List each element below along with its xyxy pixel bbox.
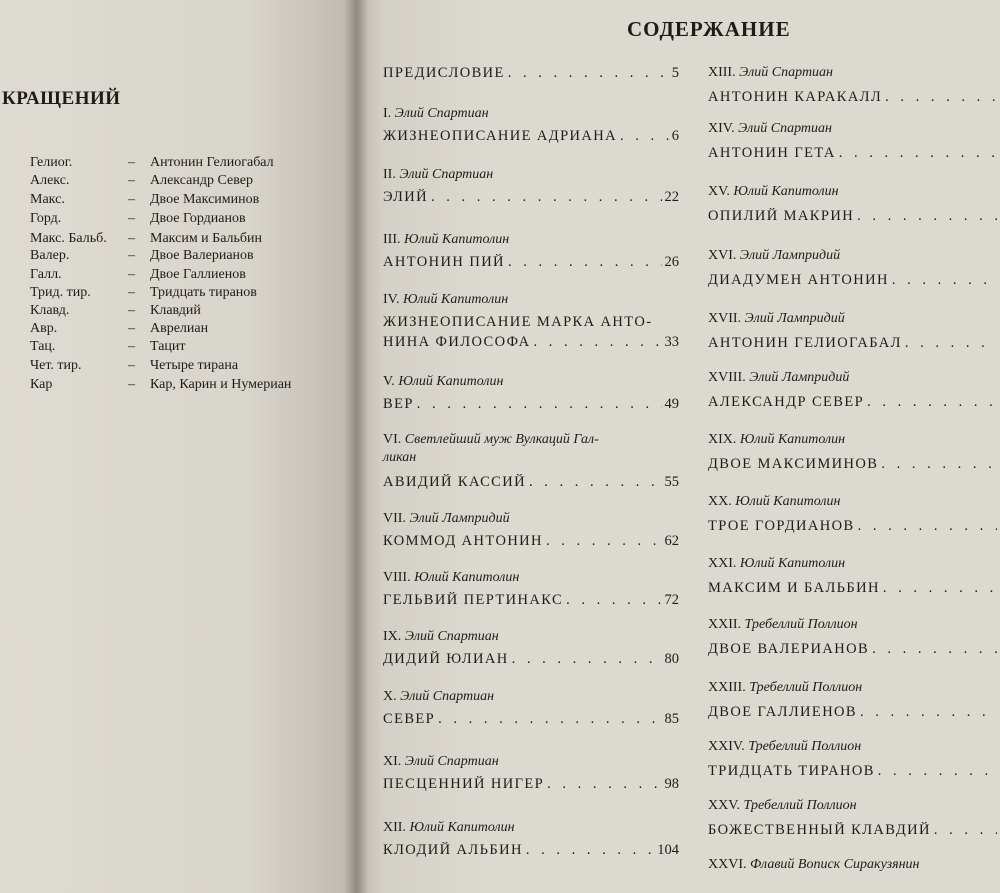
toc-author <box>708 739 861 755</box>
toc-leader <box>934 822 997 839</box>
toc-entry-title: ТРИДЦАТЬ ТИРАНОВ <box>708 763 875 779</box>
toc-leader <box>529 474 662 491</box>
toc-page-number: 80 <box>664 651 679 667</box>
abbreviation-row <box>0 231 340 249</box>
toc-leader <box>620 128 669 145</box>
toc-page-number: 98 <box>664 776 679 792</box>
toc-roman-numeral: XXIII. <box>708 680 746 695</box>
toc-author-name: Элий Спартиан <box>400 689 495 704</box>
toc-author <box>383 570 519 586</box>
abbreviation-dash: – <box>128 321 135 336</box>
abbreviation-expansion: Двое Максиминов <box>150 192 260 207</box>
toc-author-name: Юлий Капитолин <box>733 184 839 199</box>
toc-leader <box>892 272 997 289</box>
toc-roman-numeral: X. <box>383 689 397 704</box>
toc-entry <box>708 704 1000 721</box>
abbreviation-expansion: Тридцать тиранов <box>150 285 257 300</box>
abbreviation: Гелиог. <box>30 155 73 170</box>
toc-leader <box>546 533 662 550</box>
toc-author <box>383 292 508 308</box>
toc-entry <box>383 128 679 145</box>
toc-roman-numeral: XXV. <box>708 798 741 813</box>
book-gutter <box>344 0 368 893</box>
toc-entry-title-line: ЖИЗНЕОПИСАНИЕ МАРКА АНТО- <box>383 314 653 330</box>
toc-author-name: Юлий Капитолин <box>398 374 504 389</box>
toc-entry-title: ОПИЛИЙ МАКРИН <box>708 208 855 224</box>
abbreviation-dash: – <box>128 303 135 318</box>
toc-author-name: Светлейший муж Вулкаций Гал- <box>404 432 599 447</box>
abbreviation-row <box>0 339 340 357</box>
toc-entry <box>708 580 1000 597</box>
toc-entry <box>383 651 679 668</box>
abbreviation-row <box>0 267 340 285</box>
toc-author <box>708 370 849 386</box>
abbreviation-expansion: Кар, Карин и Нумериан <box>150 377 292 392</box>
toc-entry-title: ДВОЕ ВАЛЕРИАНОВ <box>708 641 870 657</box>
toc-author-name: Требеллий Поллион <box>744 617 858 632</box>
abbreviation-dash: – <box>128 248 135 263</box>
toc-entry <box>708 456 1000 473</box>
abbreviation: Трид. тир. <box>30 285 91 300</box>
toc-entry-title: АНТОНИН КАРАКАЛЛ <box>708 89 883 105</box>
toc-author <box>383 754 499 770</box>
toc-leader <box>508 254 662 271</box>
abbreviation-expansion: Двое Гордианов <box>150 211 246 226</box>
toc-author <box>708 184 839 200</box>
toc-author-name: Флавий Вописк Сиракузянин <box>750 857 920 872</box>
toc-leader <box>905 335 997 352</box>
contents-title: СОДЕРЖАНИЕ <box>627 17 791 41</box>
toc-author <box>383 820 515 836</box>
toc-roman-numeral: II. <box>383 167 396 182</box>
toc-entry-title: ПРЕДИСЛОВИЕ <box>383 65 505 81</box>
toc-author-name: Требеллий Поллион <box>748 739 862 754</box>
abbreviation-dash: – <box>128 358 135 373</box>
toc-page-number: 5 <box>671 65 679 81</box>
toc-roman-numeral: V. <box>383 374 395 389</box>
toc-author <box>383 106 489 122</box>
toc-author-name: Элий Спартиан <box>404 629 499 644</box>
abbreviations-title: КРАЩЕНИЙ <box>2 88 121 109</box>
left-page <box>0 0 356 893</box>
toc-author <box>708 494 840 510</box>
toc-entry <box>383 254 679 271</box>
toc-author-name: Юлий Капитолин <box>402 292 509 307</box>
toc-entry <box>383 396 679 413</box>
toc-author <box>708 617 858 633</box>
toc-author-name: Юлий Капитолин <box>404 232 510 247</box>
toc-author-name: Юлий Капитолин <box>414 570 520 585</box>
toc-entry <box>383 592 679 609</box>
abbreviation: Клавд. <box>30 303 70 318</box>
toc-entry-title: ДВОЕ ГАЛЛИЕНОВ <box>708 704 858 720</box>
toc-page-number: 6 <box>671 128 679 144</box>
toc-leader <box>526 842 654 859</box>
toc-page-number: 26 <box>664 254 679 270</box>
abbreviation: Алекс. <box>30 173 70 188</box>
abbreviation: Тац. <box>30 339 56 354</box>
toc-page-number: 49 <box>664 396 679 412</box>
toc-entry <box>708 335 1000 352</box>
abbreviation-row <box>0 303 340 321</box>
abbreviation-dash: – <box>128 173 135 188</box>
abbreviation-row <box>0 358 340 376</box>
toc-leader <box>512 651 662 668</box>
toc-entry <box>708 518 1000 535</box>
toc-roman-numeral: IV. <box>383 292 400 307</box>
toc-leader <box>547 776 661 793</box>
toc-author <box>708 248 840 264</box>
abbreviation-expansion: Александр Север <box>150 173 253 188</box>
toc-leader <box>839 145 997 162</box>
toc-entry <box>383 842 679 859</box>
toc-author-name: Юлий Капитолин <box>409 820 515 835</box>
abbreviation-row <box>0 321 340 339</box>
toc-page-number: 104 <box>657 842 679 858</box>
abbreviation-expansion: Клавдий <box>150 303 201 318</box>
toc-leader <box>885 89 997 106</box>
toc-entry-title: АЛЕКСАНДР СЕВЕР <box>708 394 865 410</box>
abbreviation: Авр. <box>30 321 58 336</box>
toc-author <box>708 857 920 873</box>
abbreviation: Валер. <box>30 248 70 263</box>
toc-entry <box>383 334 679 351</box>
abbreviation: Галл. <box>30 267 62 282</box>
toc-roman-numeral: XIII. <box>708 65 736 80</box>
toc-author <box>708 121 832 137</box>
toc-entry <box>708 641 1000 658</box>
toc-roman-numeral: XIX. <box>708 432 737 447</box>
toc-leader <box>533 334 661 351</box>
toc-author-name: Элий Лампридий <box>409 511 510 526</box>
abbreviation-row <box>0 377 340 395</box>
toc-entry <box>708 272 1000 289</box>
abbreviation-dash: – <box>128 155 135 170</box>
toc-preface <box>383 65 679 82</box>
toc-leader <box>857 208 997 225</box>
toc-entry <box>383 776 679 793</box>
toc-author-name: Юлий Капитолин <box>739 556 846 571</box>
abbreviation: Кар <box>30 377 53 392</box>
abbreviation: Чет. тир. <box>30 358 82 373</box>
toc-roman-numeral: XVIII. <box>708 370 746 385</box>
toc-entry-title: СЕВЕР <box>383 711 436 727</box>
toc-author <box>383 374 503 390</box>
toc-leader <box>508 65 669 82</box>
toc-entry <box>708 89 1000 106</box>
toc-roman-numeral: XXVI. <box>708 857 747 872</box>
toc-page-number: 85 <box>664 711 679 727</box>
abbreviation-dash: – <box>128 267 135 282</box>
abbreviation-dash: – <box>128 211 135 226</box>
toc-entry-title: НИНА ФИЛОСОФА <box>383 334 531 350</box>
toc-author-name: Элий Лампридий <box>744 311 845 326</box>
abbreviation-expansion: Антонин Гелиогабал <box>150 155 274 170</box>
toc-author-name: Требеллий Поллион <box>743 798 857 813</box>
toc-entry <box>708 822 1000 839</box>
abbreviation-dash: – <box>128 339 135 354</box>
toc-roman-numeral: XXII. <box>708 617 742 632</box>
toc-author-continued: ликан <box>383 450 417 465</box>
toc-page-number: 62 <box>664 533 679 549</box>
toc-roman-numeral: VII. <box>383 511 406 526</box>
toc-leader <box>878 763 997 780</box>
toc-author-name: Элий Спартиан <box>739 65 833 80</box>
toc-author-name: Юлий Капитолин <box>739 432 846 447</box>
toc-author <box>383 629 499 645</box>
abbreviation-row <box>0 192 340 210</box>
toc-leader <box>872 641 997 658</box>
abbreviation-row <box>0 285 340 303</box>
toc-roman-numeral: III. <box>383 232 401 247</box>
toc-entry-title: ДИДИЙ ЮЛИАН <box>383 651 509 667</box>
abbreviation: Макс. <box>30 192 65 207</box>
toc-entry-title: ТРОЕ ГОРДИАНОВ <box>708 518 855 534</box>
toc-roman-numeral: XV. <box>708 184 730 199</box>
toc-author-name: Элий Лампридий <box>749 370 850 385</box>
toc-entry <box>708 763 1000 780</box>
toc-leader <box>860 704 997 721</box>
toc-entry-title: МАКСИМ И БАЛЬБИН <box>708 580 880 596</box>
toc-entry-title: АНТОНИН ПИЙ <box>383 254 505 270</box>
toc-leader <box>431 189 661 206</box>
toc-entry-title: ВЕР <box>383 396 414 412</box>
toc-author <box>708 798 857 814</box>
abbreviation-row <box>0 211 340 229</box>
toc-entry-title: ДВОЕ МАКСИМИНОВ <box>708 456 879 472</box>
abbreviation-expansion: Двое Валерианов <box>150 248 254 263</box>
toc-page-number: 72 <box>664 592 679 608</box>
toc-author <box>383 167 493 183</box>
toc-entry <box>383 474 679 491</box>
toc-roman-numeral: XI. <box>383 754 402 769</box>
toc-entry-title: АВИДИЙ КАССИЙ <box>383 474 526 490</box>
abbreviation-dash: – <box>128 192 135 207</box>
toc-author <box>383 689 494 705</box>
toc-entry <box>708 145 1000 162</box>
abbreviation: Макс. Бальб. <box>30 231 107 246</box>
toc-author-name: Элий Спартиан <box>738 121 832 136</box>
toc-entry <box>383 189 679 206</box>
toc-leader <box>417 396 662 413</box>
toc-author <box>708 680 862 696</box>
toc-entry <box>383 711 679 728</box>
toc-entry <box>383 533 679 550</box>
abbreviation-row <box>0 155 340 173</box>
toc-author <box>383 432 599 448</box>
toc-author-name: Элий Лампридий <box>739 248 841 263</box>
toc-entry-title: ДИАДУМЕН АНТОНИН <box>708 272 889 288</box>
toc-entry-title: АНТОНИН ГЕТА <box>708 145 836 161</box>
abbreviation-expansion: Двое Галлиенов <box>150 267 246 282</box>
abbreviation-row <box>0 173 340 191</box>
toc-leader <box>566 592 661 609</box>
toc-author <box>708 65 833 81</box>
toc-entry-title: ЖИЗНЕОПИСАНИЕ АДРИАНА <box>383 128 618 144</box>
toc-roman-numeral: XXIV. <box>708 739 745 754</box>
toc-roman-numeral: IX. <box>383 629 402 644</box>
toc-entry-title: КОММОД АНТОНИН <box>383 533 543 549</box>
toc-author <box>708 311 845 327</box>
toc-leader <box>858 518 997 535</box>
toc-roman-numeral: XII. <box>383 820 406 835</box>
toc-author <box>708 432 845 448</box>
toc-roman-numeral: VI. <box>383 432 402 447</box>
toc-entry <box>708 394 1000 411</box>
toc-author <box>383 511 510 527</box>
abbreviation-expansion: Максим и Бальбин <box>150 231 263 246</box>
toc-entry-title: ЭЛИЙ <box>383 189 429 205</box>
toc-entry-title: КЛОДИЙ АЛЬБИН <box>383 842 523 858</box>
toc-author <box>708 556 845 572</box>
toc-entry-title: ПЕСЦЕННИЙ НИГЕР <box>383 776 545 792</box>
abbreviation-dash: – <box>128 231 135 246</box>
abbreviation-dash: – <box>128 285 135 300</box>
toc-roman-numeral: XXI. <box>708 556 737 571</box>
toc-author-name: Требеллий Поллион <box>749 680 863 695</box>
toc-roman-numeral: XX. <box>708 494 732 509</box>
toc-roman-numeral: XIV. <box>708 121 735 136</box>
toc-entry <box>708 208 1000 225</box>
toc-page-number: 22 <box>664 189 679 205</box>
toc-author <box>383 232 509 248</box>
toc-leader <box>881 456 997 473</box>
abbreviation-dash: – <box>128 377 135 392</box>
toc-roman-numeral: VIII. <box>383 570 411 585</box>
toc-roman-numeral: XVI. <box>708 248 737 263</box>
toc-leader <box>883 580 997 597</box>
abbreviation-row <box>0 248 340 266</box>
toc-author-name: Элий Спартиан <box>399 167 494 182</box>
toc-roman-numeral: XVII. <box>708 311 742 326</box>
toc-author-name: Элий Спартиан <box>394 106 489 121</box>
toc-leader <box>438 711 661 728</box>
toc-page-number: 33 <box>664 334 679 350</box>
abbreviation: Горд. <box>30 211 62 226</box>
abbreviation-expansion: Тацит <box>150 339 186 354</box>
toc-entry-title: БОЖЕСТВЕННЫЙ КЛАВДИЙ <box>708 822 931 838</box>
toc-roman-numeral: I. <box>383 106 392 121</box>
toc-page-number: 55 <box>664 474 679 490</box>
toc-entry-title: ГЕЛЬВИЙ ПЕРТИНАКС <box>383 592 564 608</box>
abbreviation-expansion: Четыре тирана <box>150 358 239 373</box>
abbreviation-expansion: Аврелиан <box>150 321 209 336</box>
toc-author-name: Элий Спартиан <box>404 754 499 769</box>
toc-leader <box>867 394 997 411</box>
toc-author-name: Юлий Капитолин <box>735 494 841 509</box>
toc-entry-title: АНТОНИН ГЕЛИОГАБАЛ <box>708 335 902 351</box>
